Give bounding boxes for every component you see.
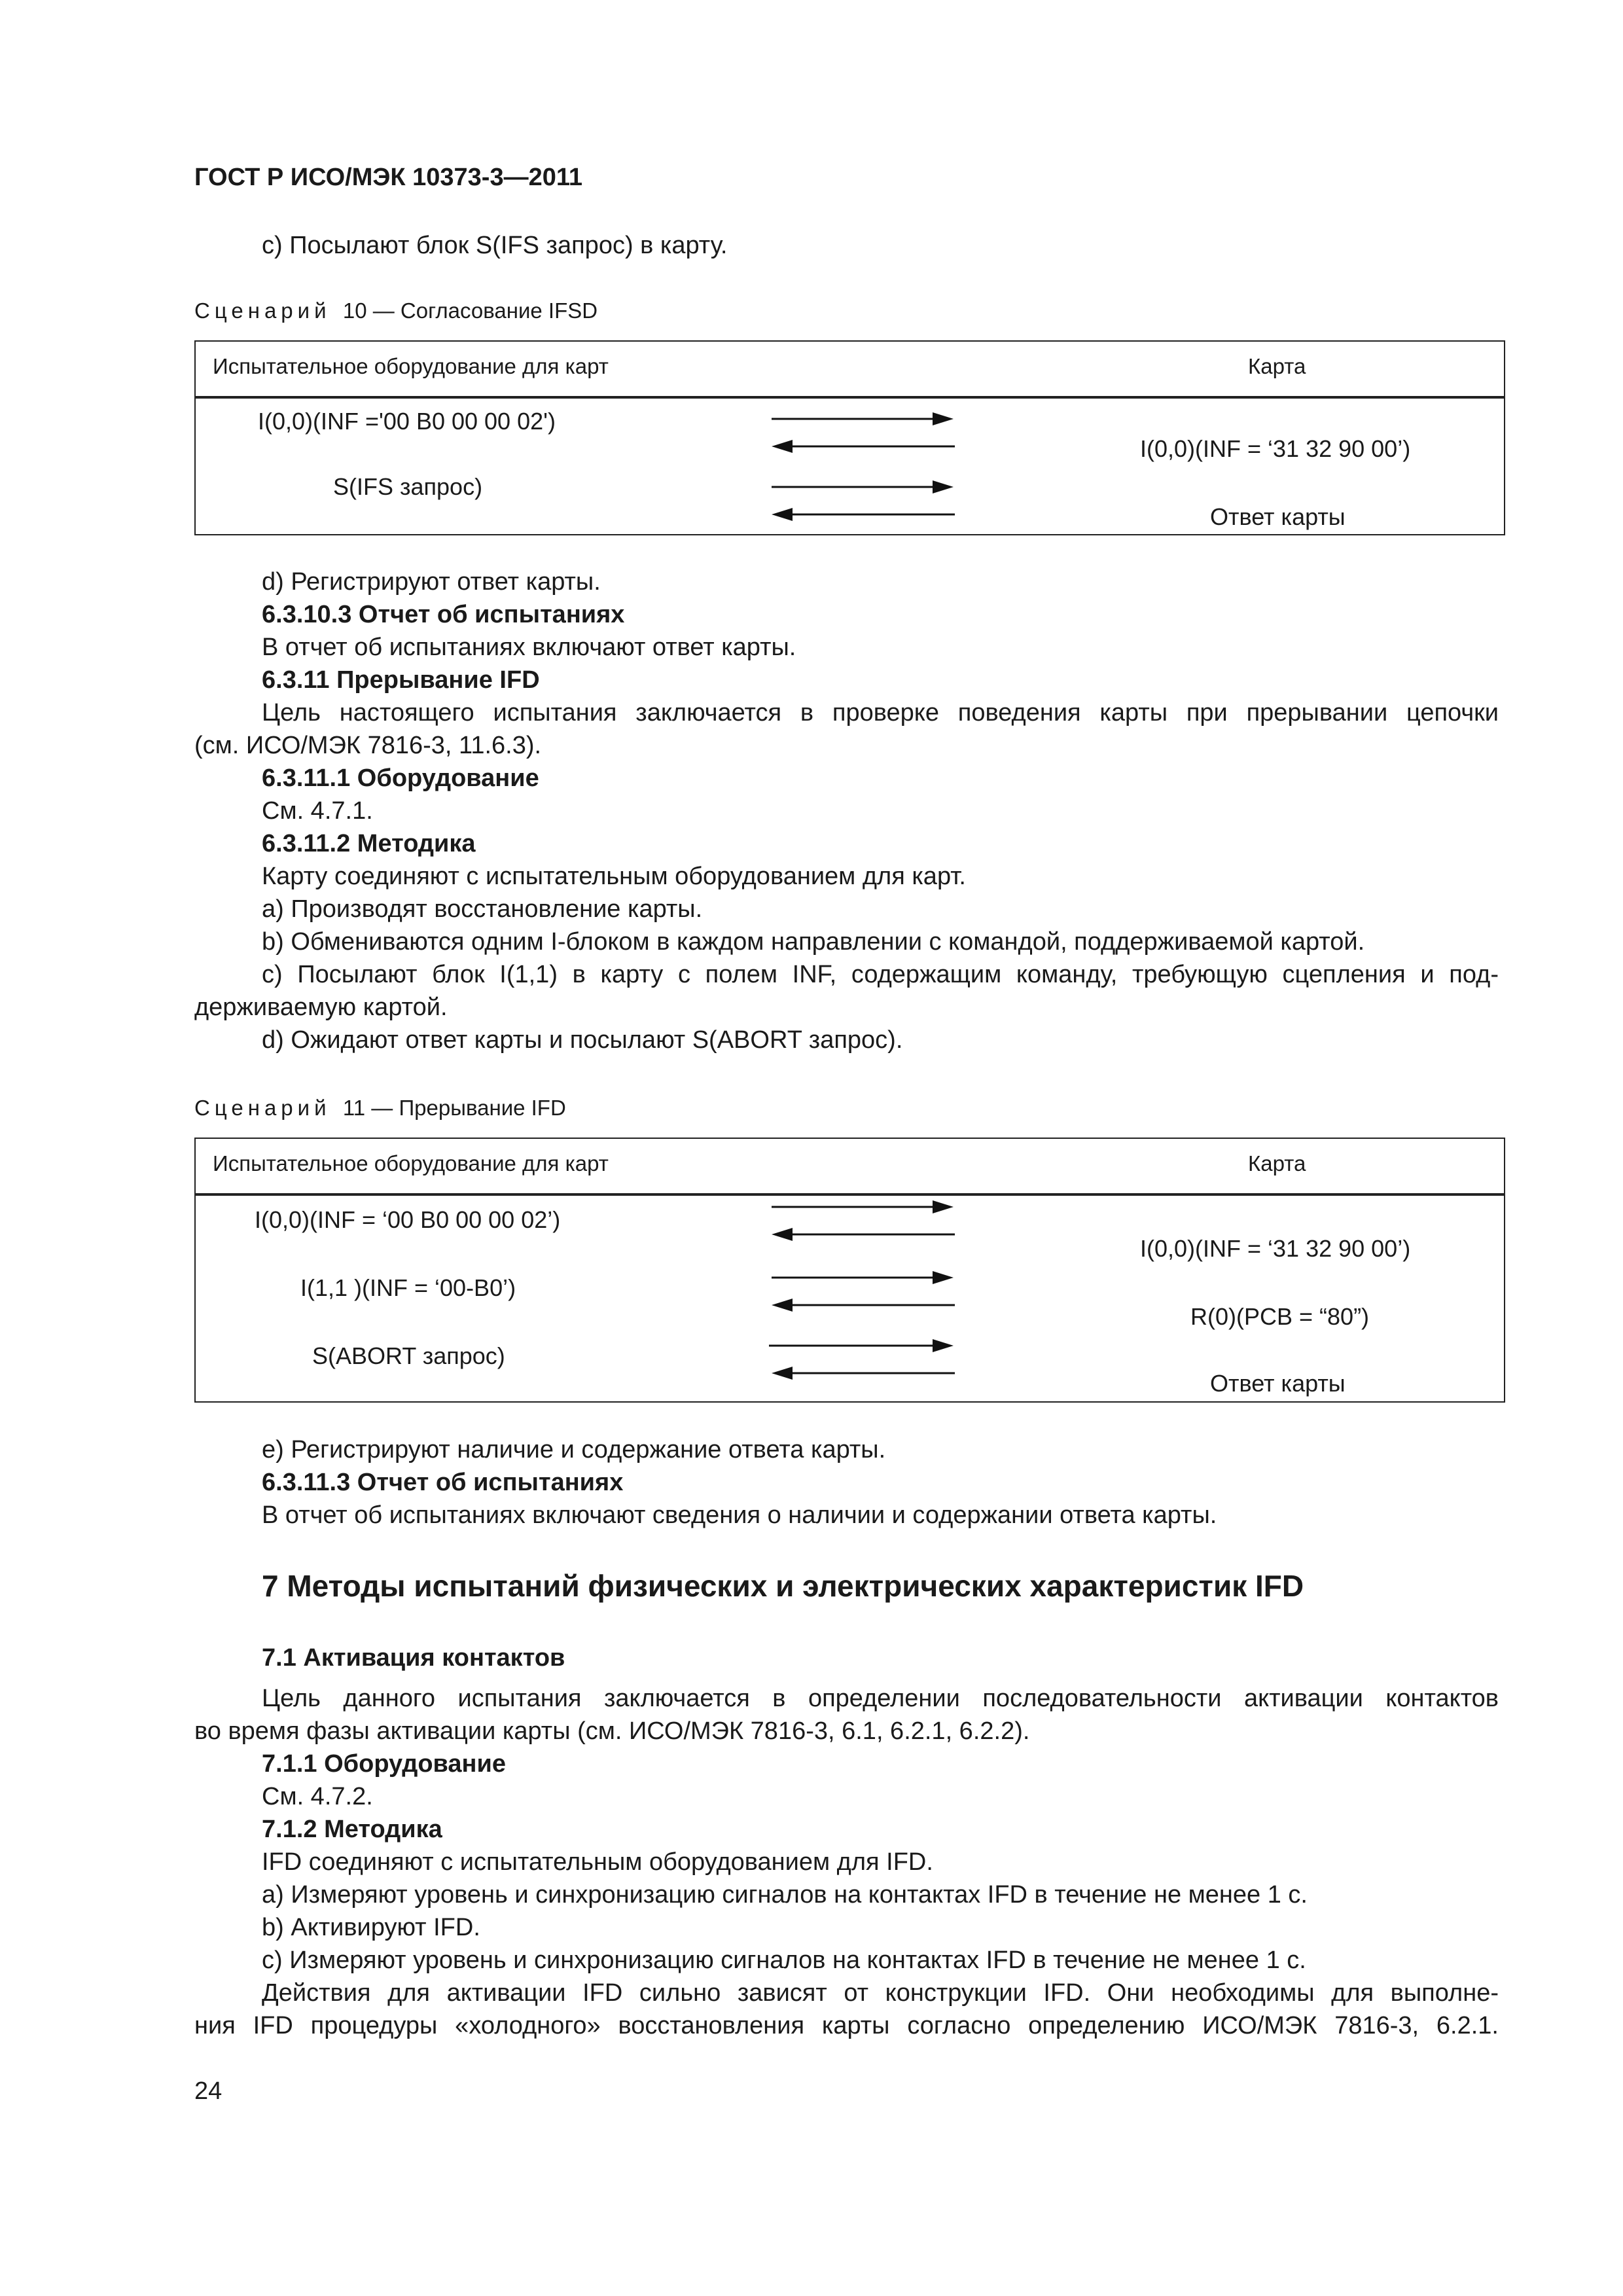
see-4-7-2: См. 4.7.2. xyxy=(262,1783,373,1810)
goal-text-1a: Цель настоящего испытания заключается в проверке поведения карты при прерывании цепочки xyxy=(262,699,1499,726)
step-a-measure: a) Измеряют уровень и синхронизацию сигналов на контактах IFD в течение не менее 1 с. xyxy=(262,1881,1308,1909)
heading-6-3-11-2: 6.3.11.2 Методика xyxy=(262,830,476,857)
scenario-11-arrows xyxy=(196,1139,1505,1403)
report-text-1: В отчет об испытаниях включают ответ карты. xyxy=(262,634,796,661)
scenario-10-caption-word: Сценарий xyxy=(194,298,331,323)
step-b-activate: b) Активируют IFD. xyxy=(262,1914,480,1941)
arrow-left-icon xyxy=(772,1228,955,1241)
heading-7-1-2: 7.1.2 Методика xyxy=(262,1816,442,1843)
scenario-11-row-1-left: I(0,0)(INF = ‘00 B0 00 00 02’) xyxy=(255,1206,561,1233)
page-number: 24 xyxy=(194,2077,223,2105)
actions-text-b: ния IFD процедуры «холодного» восстановления карты согласно определению ИСО/МЭК 7816-3, 6.2.1. xyxy=(194,2012,1499,2039)
step-e-register: e) Регистрируют наличие и содержание ответа карты. xyxy=(262,1436,886,1463)
scenario-11-caption xyxy=(194,1092,566,1124)
arrow-left-icon xyxy=(772,508,955,521)
scenario-10-col-right: Карта xyxy=(1248,354,1306,378)
goal-text-2a: Цель данного испытания заключается в определении последовательности активации контактов xyxy=(262,1685,1499,1712)
scenario-10-col-left: Испытательное оборудование для карт xyxy=(213,354,609,378)
arrow-left-icon xyxy=(772,1299,955,1312)
chapter-7-title: 7 Методы испытаний физических и электрических характеристик IFD xyxy=(262,1569,1304,1603)
goal-text-1b: (см. ИСО/МЭК 7816-3, 11.6.3). xyxy=(194,732,542,759)
scenario-11-row-3-left: S(ABORT запрос) xyxy=(312,1342,505,1369)
arrow-right-icon xyxy=(772,412,954,425)
scenario-10-caption-title: 10 — Согласование IFSD xyxy=(342,298,598,323)
scenario-11-caption-title: 11 — Прерывание IFD xyxy=(342,1096,566,1120)
step-c-send-i11a: c) Посылают блок I(1,1) в карту с полем INF, содержащим команду, требующую сцепления и под- xyxy=(262,961,1499,988)
step-c-send-i11b: держиваемую картой. xyxy=(194,994,448,1021)
step-d-wait: d) Ожидают ответ карты и посылают S(ABORT запрос). xyxy=(262,1026,903,1054)
arrow-right-icon xyxy=(772,1200,954,1213)
step-a-reset: a) Производят восстановление карты. xyxy=(262,895,703,923)
report-text-2: В отчет об испытаниях включают сведения о наличии и содержании ответа карты. xyxy=(262,1501,1217,1529)
heading-7-1: 7.1 Активация контактов xyxy=(262,1644,565,1672)
scenario-11-row-2-left: I(1,1 )(INF = ‘00-B0’) xyxy=(300,1274,516,1301)
step-c-send-ifs: c) Посылают блок S(IFS запрос) в карту. xyxy=(262,232,728,259)
scenario-10-arrows xyxy=(196,342,1505,535)
arrow-left-icon xyxy=(772,1367,955,1380)
scenario-11-row-1-right: I(0,0)(INF = ‘31 32 90 00’) xyxy=(1140,1235,1411,1262)
scenario-11-row-2-right: R(0)(PCB = “80”) xyxy=(1190,1303,1370,1330)
step-d-register: d) Регистрируют ответ карты. xyxy=(262,568,601,596)
heading-6-3-11: 6.3.11 Прерывание IFD xyxy=(262,666,540,694)
heading-6-3-11-3: 6.3.11.3 Отчет об испытаниях xyxy=(262,1469,624,1496)
heading-6-3-10-3: 6.3.10.3 Отчет об испытаниях xyxy=(262,601,625,628)
arrow-right-icon xyxy=(772,1271,954,1284)
see-4-7-1: См. 4.7.1. xyxy=(262,797,373,825)
heading-7-1-1: 7.1.1 Оборудование xyxy=(262,1750,506,1778)
scenario-11-table xyxy=(194,1138,1505,1403)
actions-text-a: Действия для активации IFD сильно зависят от конструкции IFD. Они необходимы для выполне- xyxy=(262,1979,1499,2007)
heading-6-3-11-1: 6.3.11.1 Оборудование xyxy=(262,764,539,792)
step-c-measure: c) Измеряют уровень и синхронизацию сигналов на контактах IFD в течение не менее 1 с. xyxy=(262,1946,1306,1974)
scenario-11-row-3-right: Ответ карты xyxy=(1210,1370,1346,1397)
connect-text-1: Карту соединяют с испытательным оборудованием для карт. xyxy=(262,863,966,890)
goal-text-2b: во время фазы активации карты (см. ИСО/МЭК 7816-3, 6.1, 6.2.1, 6.2.2). xyxy=(194,1717,1030,1745)
scenario-11-col-right: Карта xyxy=(1248,1151,1306,1175)
arrow-right-icon xyxy=(772,480,954,493)
connect-text-2: IFD соединяют с испытательным оборудованием для IFD. xyxy=(262,1848,933,1876)
step-b-exchange: b) Обмениваются одним I-блоком в каждом направлении с командой, поддерживаемой картой. xyxy=(262,928,1365,956)
scenario-10-row-2-left: S(IFS запрос) xyxy=(333,473,483,500)
running-header: ГОСТ Р ИСО/МЭК 10373-3—2011 xyxy=(194,164,583,191)
scenario-11-col-left: Испытательное оборудование для карт xyxy=(213,1151,609,1175)
scenario-10-row-1-right: I(0,0)(INF = ‘31 32 90 00’) xyxy=(1140,435,1411,462)
arrow-left-icon xyxy=(772,440,955,453)
scenario-10-row-2-right: Ответ карты xyxy=(1210,503,1346,530)
scenario-10-caption xyxy=(194,295,597,327)
arrow-right-icon xyxy=(769,1339,954,1352)
scenario-10-table xyxy=(194,340,1505,535)
scenario-11-caption-word: Сценарий xyxy=(194,1096,331,1120)
scenario-10-row-1-left: I(0,0)(INF ='00 B0 00 00 02') xyxy=(258,408,556,435)
